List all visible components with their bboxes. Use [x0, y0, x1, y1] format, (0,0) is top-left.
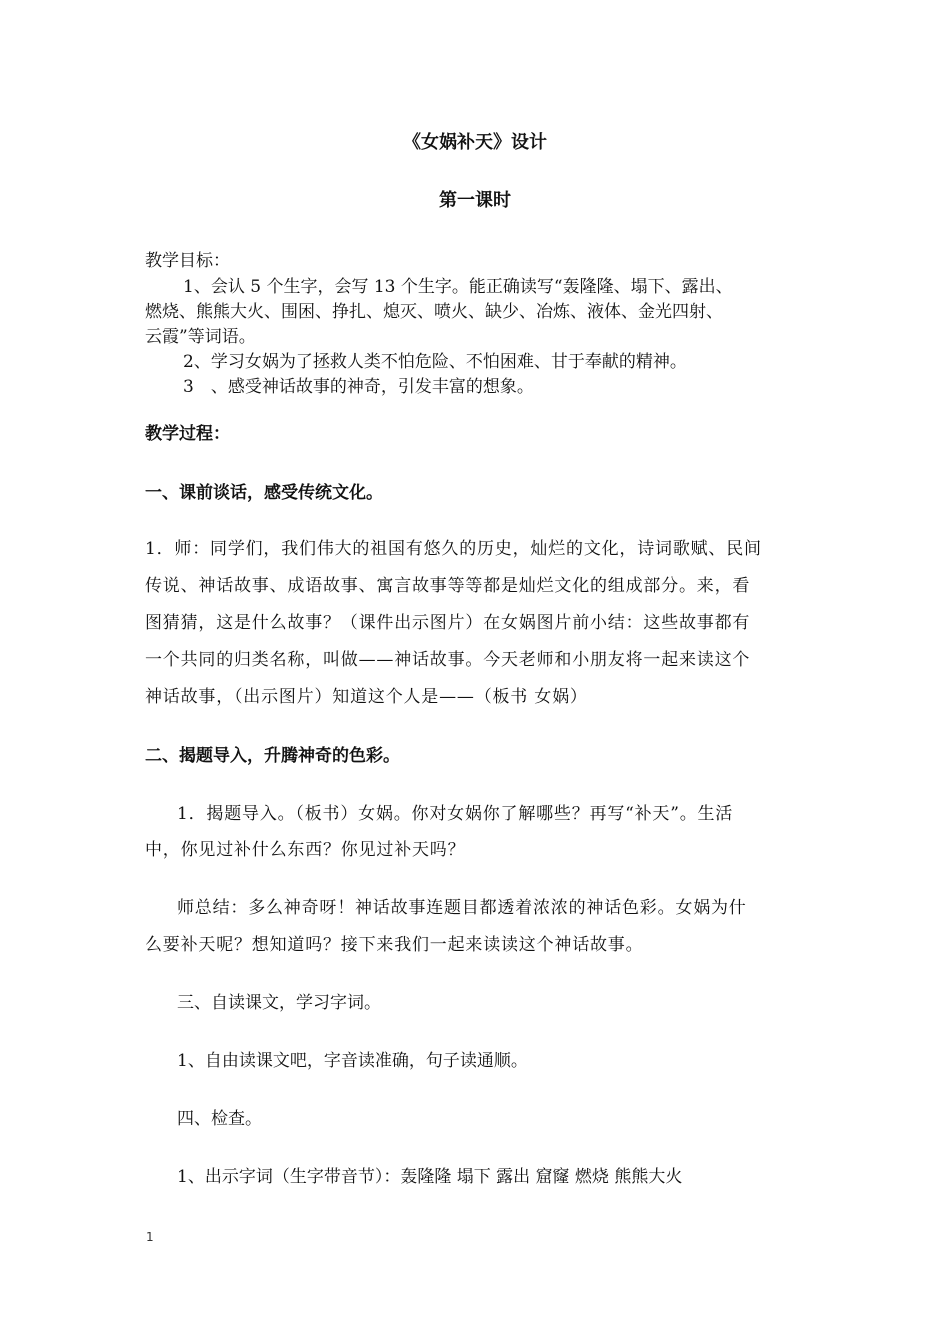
goal-line: 1、会认 5 个生字，会写 13 个生字。能正确读写“轰隆隆、塌下、露出、: [183, 277, 733, 297]
process-heading: 教学过程：: [145, 424, 230, 444]
document-title: 《女娲补天》设计: [403, 132, 547, 153]
page-number: 1: [146, 1230, 154, 1244]
goals-heading: 教学目标：: [145, 251, 230, 271]
goal-line: 3 、感受神话故事的神奇，引发丰富的想象。: [183, 377, 534, 397]
paragraph-line: 传说、神话故事、成语故事、寓言故事等等都是灿烂文化的组成部分。来，看: [145, 576, 751, 596]
paragraph-line: 么要补天呢？想知道吗？接下来我们一起来读读这个神话故事。: [145, 935, 644, 955]
document-subtitle: 第一课时: [439, 190, 511, 211]
section-heading-2: 二、揭题导入，升腾神奇的色彩。: [145, 746, 400, 766]
paragraph-line: 师总结：多么神奇呀！神话故事连题目都透着浓浓的神话色彩。女娲为什: [177, 898, 747, 918]
goal-line: 云霞”等词语。: [145, 327, 256, 347]
paragraph-line: 图猜猜，这是什么故事？（课件出示图片）在女娲图片前小结：这些故事都有: [145, 613, 751, 633]
paragraph-line: 中，你见过补什么东西？你见过补天吗？: [145, 840, 466, 860]
list-item: 1、自由读课文吧，字音读准确，句子读通顺。: [177, 1051, 528, 1071]
paragraph-line: 一个共同的归类名称，叫做——神话故事。今天老师和小朋友将一起来读这个: [145, 650, 751, 670]
goal-line: 燃烧、熊熊大火、围困、挣扎、熄灭、喷火、缺少、冶炼、液体、金光四射、: [145, 302, 723, 322]
section-heading-3: 三、自读课文，学习字词。: [177, 993, 381, 1013]
paragraph-line: 神话故事，（出示图片）知道这个人是——（板书 女娲）: [145, 687, 588, 707]
paragraph-line: 1．师：同学们，我们伟大的祖国有悠久的历史，灿烂的文化，诗词歌赋、民间: [145, 539, 762, 559]
section-heading-1: 一、课前谈话，感受传统文化。: [145, 483, 383, 503]
list-item: 1、出示字词（生字带音节）：轰隆隆 塌下 露出 窟窿 燃烧 熊熊大火: [177, 1167, 683, 1187]
section-heading-4: 四、检查。: [177, 1109, 262, 1129]
paragraph-line: 1．揭题导入。（板书）女娲。你对女娲你了解哪些？再写“补天”。生活: [177, 804, 734, 824]
goal-line: 2、学习女娲为了拯救人类不怕危险、不怕困难、甘于奉献的精神。: [183, 352, 687, 372]
